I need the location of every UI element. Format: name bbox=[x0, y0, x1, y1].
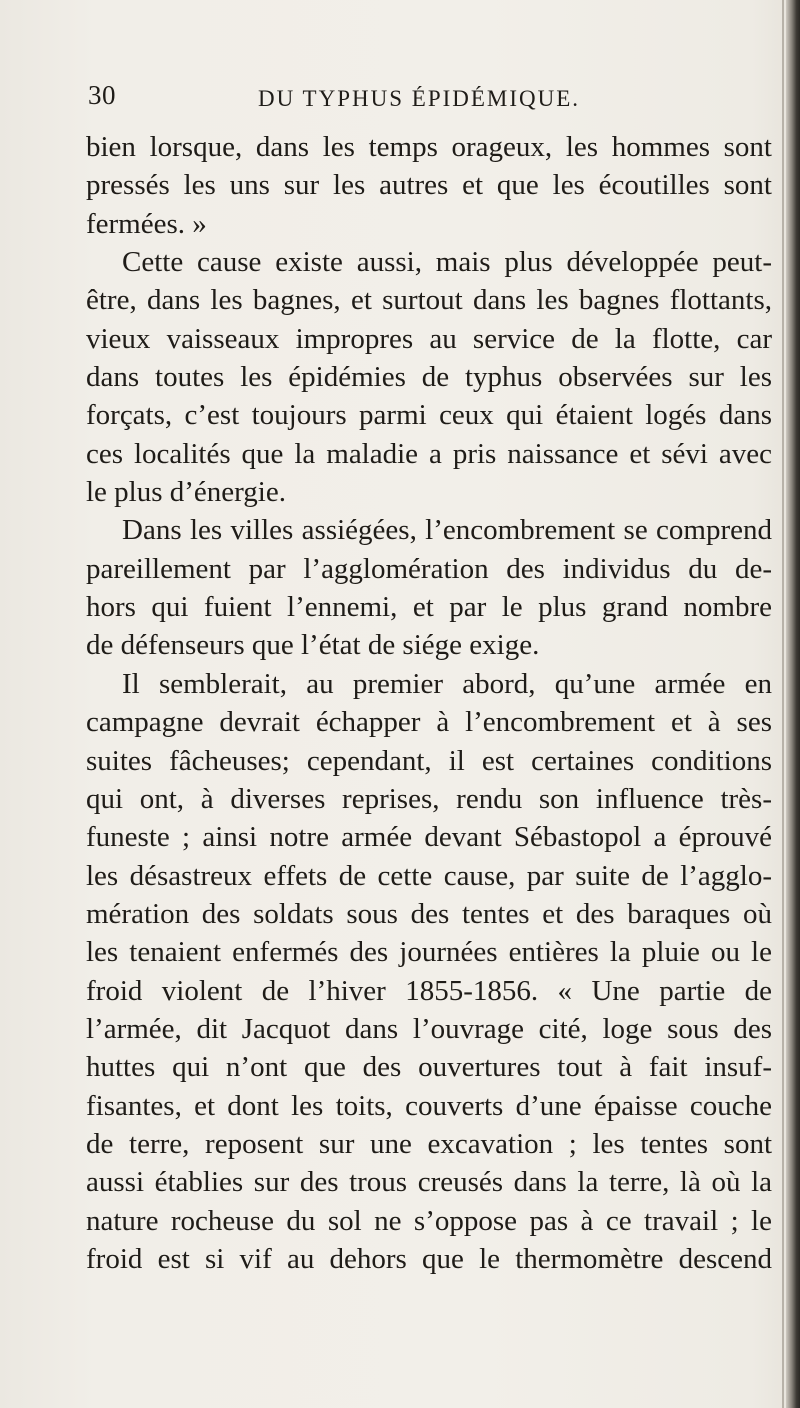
text-line: fermées. » bbox=[86, 207, 207, 240]
text-line: fisantes, et dont les toits, couverts d’une épaisse couche bbox=[86, 1089, 772, 1122]
text-line: pressés les uns sur les autres et que les écoutilles sont bbox=[86, 169, 772, 202]
text-line: Cette cause existe aussi, mais plus développée peut- bbox=[122, 246, 772, 279]
text-line: le plus d’énergie. bbox=[86, 476, 286, 509]
text-line: pareillement par l’agglomération des individus du de- bbox=[86, 552, 772, 585]
text-line: les tenaient enfermés des journées entières la pluie ou le bbox=[86, 936, 772, 969]
text-line: bien lorsque, dans les temps orageux, les hommes sont bbox=[86, 131, 772, 163]
body-text bbox=[86, 128, 772, 1278]
text-line: froid est si vif au dehors que le thermomètre descend bbox=[86, 1242, 772, 1275]
text-line: les désastreux effets de cette cause, par suite de l’agglo- bbox=[86, 859, 772, 892]
text-line: suites fâcheuses; cependant, il est certaines conditions bbox=[86, 744, 772, 777]
text-line: forçats, c’est toujours parmi ceux qui étaient logés dans bbox=[86, 399, 772, 432]
running-head: DU TYPHUS ÉPIDÉMIQUE. bbox=[258, 86, 581, 111]
text-line: être, dans les bagnes, et surtout dans les bagnes flottants, bbox=[86, 284, 772, 317]
text-line: de terre, reposent sur une excavation ; les tentes sont bbox=[86, 1127, 772, 1160]
text-line: aussi établies sur des trous creusés dans la terre, là où la bbox=[86, 1166, 772, 1199]
page-header bbox=[88, 80, 778, 120]
text-line: huttes qui n’ont que des ouvertures tout à fait insuf- bbox=[86, 1051, 772, 1084]
text-line: mération des soldats sous des tentes et des baraques où bbox=[86, 897, 772, 930]
text-line: hors qui fuient l’ennemi, et par le plus grand nombre bbox=[86, 591, 772, 624]
text-line: ces localités que la maladie a pris naissance et sévi avec bbox=[86, 437, 772, 470]
text-line: l’armée, dit Jacquot dans l’ouvrage cité, loge sous des bbox=[86, 1012, 772, 1045]
text-line: qui ont, à diverses reprises, rendu son influence très- bbox=[86, 782, 772, 815]
binding-edge-line bbox=[782, 0, 784, 1408]
text-line: campagne devrait échapper à l’encombrement et à ses bbox=[86, 706, 772, 739]
text-line: Dans les villes assiégées, l’encombrement se comprend bbox=[122, 514, 772, 547]
text-line: funeste ; ainsi notre armée devant Sébastopol a éprouvé bbox=[86, 821, 772, 854]
text-line: de défenseurs que l’état de siége exige. bbox=[86, 629, 540, 662]
text-line: Il semblerait, au premier abord, qu’une armée en bbox=[122, 667, 772, 700]
text-line: nature rocheuse du sol ne s’oppose pas à ce travail ; le bbox=[86, 1204, 772, 1237]
text-line: dans toutes les épidémies de typhus observées sur les bbox=[86, 361, 772, 394]
text-line: froid violent de l’hiver 1855-1856. « Une partie de bbox=[86, 974, 772, 1007]
text-line: vieux vaisseaux impropres au service de la flotte, car bbox=[86, 322, 772, 355]
page-number: 30 bbox=[88, 80, 116, 110]
binding-shadow bbox=[786, 0, 800, 1408]
